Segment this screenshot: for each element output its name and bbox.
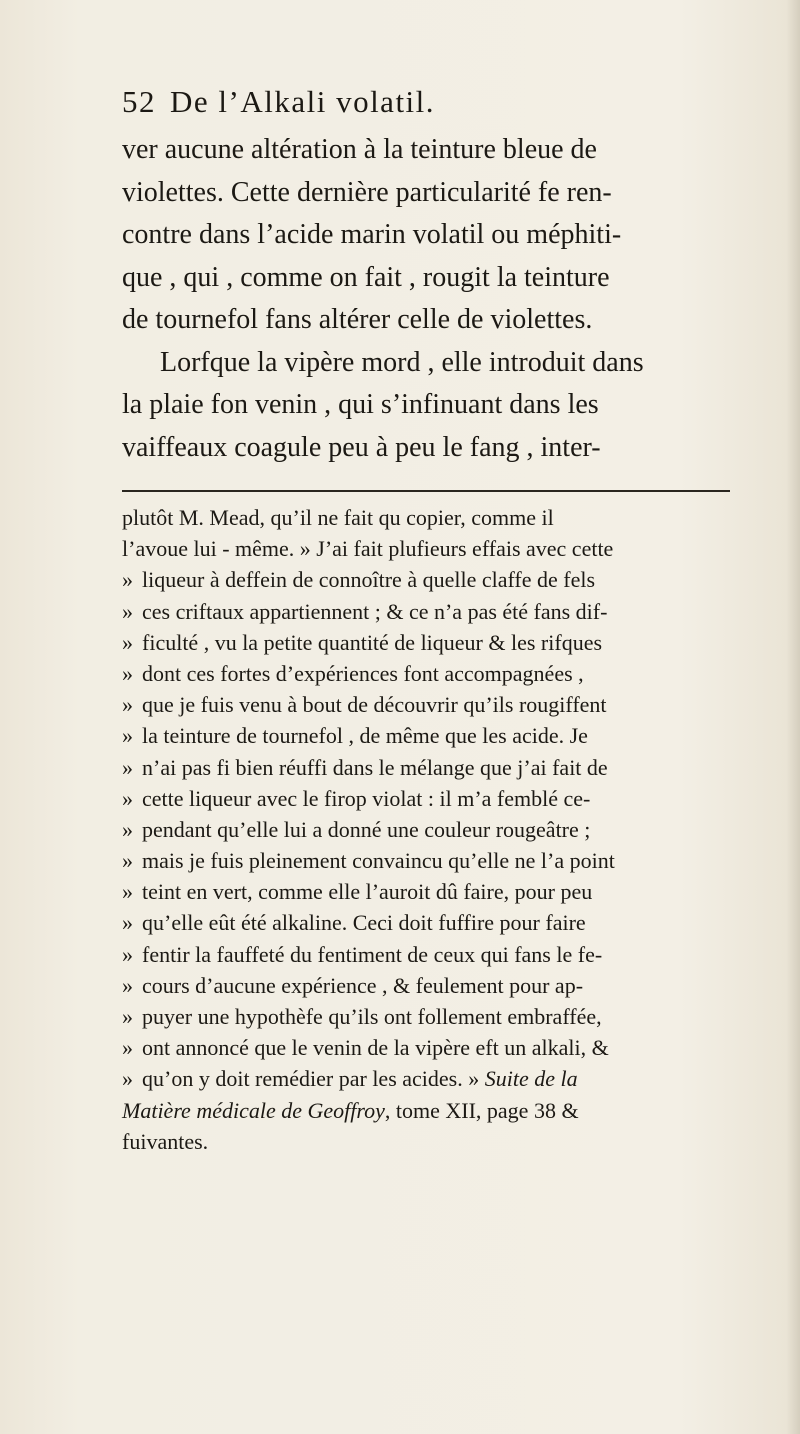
note-line-text: qu’on y doit remédier par les acides. » — [142, 1066, 480, 1092]
note-line-text: plutôt M. Mead, qu’il ne fait qu copier, comme il — [122, 505, 554, 530]
note-line — [122, 1001, 742, 1032]
quote-mark: » — [122, 598, 133, 624]
note-line — [122, 720, 742, 751]
note-line — [122, 970, 742, 1001]
note-line — [122, 627, 742, 658]
note-line-text: que je fuis venu à bout de découvrir qu’ils rougiffent — [142, 692, 607, 718]
note-line-text: dont ces fortes d’expériences font accompagnées , — [142, 660, 584, 686]
note-line-text: fuivantes. — [122, 1128, 209, 1154]
note-line-text: ces criftaux appartiennent ; & ce n’a pas été fans dif- — [142, 598, 608, 624]
quote-mark: » — [122, 910, 133, 936]
main-line: de tournefol fans altérer celle de violettes. — [122, 304, 593, 335]
note-line — [122, 814, 742, 845]
source-reference: , tome XII, page 38 & — [384, 1097, 579, 1123]
quote-mark: » — [122, 972, 133, 998]
running-title: De l’Alkali volatil. — [170, 84, 436, 119]
main-line: ver aucune altération à la teinture bleue de — [122, 134, 597, 165]
source-title-italic: Matière médicale de Geoffroy — [122, 1097, 385, 1123]
quote-mark: » — [122, 692, 133, 718]
page-edge-shadow — [786, 0, 800, 1434]
note-line-text: ficulté , vu la petite quantité de liqueur & les rifques — [142, 629, 603, 655]
footnote-separator-rule — [122, 490, 730, 492]
note-line-text: puyer une hypothèfe qu’ils ont follement embraffée, — [142, 1004, 602, 1029]
note-line — [122, 876, 742, 907]
note-line — [122, 1032, 742, 1063]
quote-mark: » — [122, 754, 133, 780]
main-line: que , qui , comme on fait , rougit la teinture — [122, 261, 610, 293]
note-line — [122, 564, 742, 595]
note-line-text: teint en vert, comme elle l’auroit dû faire, pour peu — [142, 879, 593, 905]
quote-mark: » — [122, 1035, 133, 1061]
note-line-text: fentir la fauffeté du fentiment de ceux qui fans le fe- — [142, 941, 603, 967]
note-line — [122, 1126, 742, 1157]
main-line-paragraph-start: Lorfque la vipère mord , elle introduit dans — [160, 346, 644, 378]
note-line — [122, 1095, 742, 1126]
quote-mark: » — [122, 1004, 133, 1029]
note-line — [122, 689, 742, 720]
page-number: 52 — [122, 84, 156, 119]
note-line — [122, 533, 742, 564]
quote-mark: » — [122, 785, 133, 811]
footnote-text — [122, 502, 742, 1157]
quote-mark: » — [122, 879, 133, 905]
note-line — [122, 939, 742, 970]
note-line — [122, 845, 742, 876]
main-text — [122, 129, 742, 469]
note-line-text: pendant qu’elle lui a donné une couleur rougeâtre ; — [142, 816, 591, 842]
main-line: violettes. Cette dernière particularité fe ren- — [122, 176, 612, 208]
note-line-text: ont annoncé que le venin de la vipère eft un alkali, & — [142, 1035, 609, 1061]
note-line — [122, 752, 742, 783]
note-line — [122, 1063, 742, 1094]
source-title-italic: Suite de la — [484, 1066, 578, 1092]
note-line-text: cours d’aucune expérience , & feulement pour ap- — [142, 972, 584, 998]
quote-mark: » — [122, 723, 133, 749]
quote-mark: » — [122, 941, 133, 967]
note-line-text: n’ai pas fi bien réuffi dans le mélange que j’ai fait de — [142, 754, 608, 780]
quote-mark: » — [122, 629, 133, 655]
note-line — [122, 658, 742, 689]
note-line — [122, 907, 742, 938]
note-line — [122, 502, 742, 533]
note-line-text: qu’elle eût été alkaline. Ceci doit fuffire pour faire — [142, 910, 586, 936]
quote-mark: » — [122, 1066, 133, 1092]
note-line-text: mais je fuis pleinement convaincu qu’elle ne l’a point — [142, 848, 615, 874]
quote-mark: » — [122, 660, 133, 686]
note-line-text: cette liqueur avec le firop violat : il m’a femblé ce- — [142, 785, 591, 811]
note-line-text: la teinture de tournefol , de même que les acide. Je — [142, 723, 588, 749]
quote-mark: » — [122, 816, 133, 842]
main-line: contre dans l’acide marin volatil ou méphiti- — [122, 219, 622, 250]
note-line — [122, 783, 742, 814]
note-line — [122, 596, 742, 627]
note-line-text: liqueur à deffein de connoître à quelle claffe de fels — [142, 567, 596, 593]
quote-mark: » — [122, 567, 133, 593]
main-line: la plaie fon venin , qui s’infinuant dans les — [122, 389, 599, 420]
quote-mark: » — [122, 848, 133, 874]
note-line-text: l’avoue lui - même. » J’ai fait plufieurs effais avec cette — [122, 536, 614, 562]
main-line: vaiffeaux coagule peu à peu le fang , inter- — [122, 431, 601, 463]
running-header — [122, 84, 732, 120]
